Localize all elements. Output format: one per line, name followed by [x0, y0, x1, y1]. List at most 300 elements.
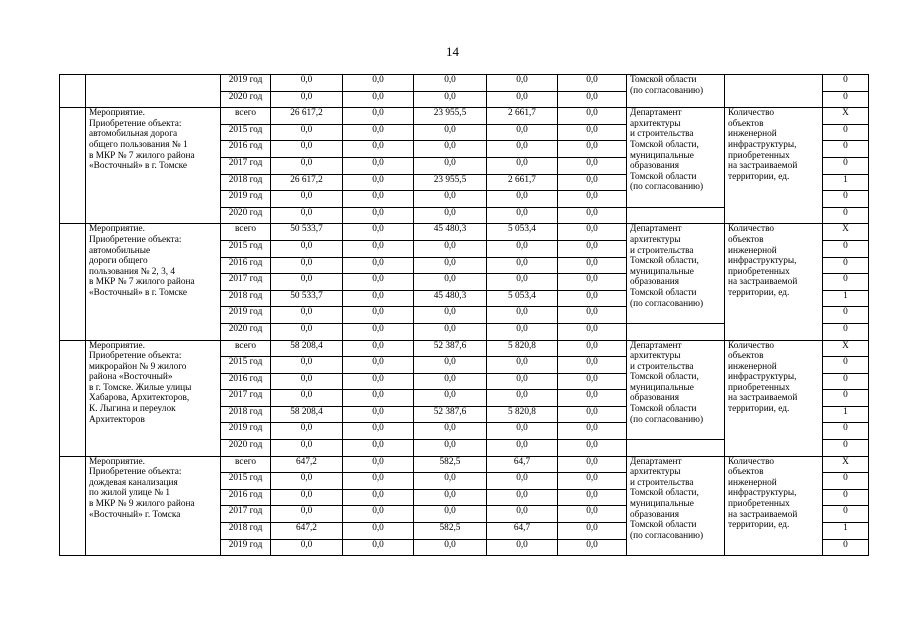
indicator-value-cell: 0 [823, 506, 869, 523]
local-budget-cell: 0,0 [487, 506, 558, 523]
indicator-value-cell: 0 [823, 157, 869, 174]
year-cell: 2017 год [221, 157, 271, 174]
extrabudgetary-cell: 0,0 [558, 108, 627, 125]
indicator-cell-line: на застраиваемой [728, 509, 798, 520]
regional-budget-cell: 0,0 [414, 357, 487, 374]
federal-budget-cell: 0,0 [343, 240, 414, 257]
indicator-value-cell: X [823, 340, 869, 357]
description-cell-line: общего пользования № 1 [89, 139, 188, 150]
regional-budget-cell: 0,0 [414, 141, 487, 158]
extrabudgetary-cell: 0,0 [558, 174, 627, 191]
regional-budget-cell: 0,0 [414, 323, 487, 340]
regional-budget-cell: 582,5 [414, 456, 487, 473]
year-cell: 2015 год [221, 124, 271, 141]
local-budget-cell: 0,0 [487, 357, 558, 374]
total-budget-cell: 0,0 [271, 357, 343, 374]
local-budget-cell: 0,0 [487, 390, 558, 407]
total-budget-cell: 50 533,7 [271, 224, 343, 241]
regional-budget-cell: 0,0 [414, 157, 487, 174]
indicator-cell-line: инженерной [728, 361, 777, 372]
local-budget-cell: 0,0 [487, 489, 558, 506]
federal-budget-cell: 0,0 [343, 340, 414, 357]
federal-budget-cell: 0,0 [343, 108, 414, 125]
description-cell-line: «Восточный» г. Томска [89, 509, 181, 520]
extrabudgetary-cell: 0,0 [558, 440, 627, 457]
local-budget-cell: 0,0 [487, 539, 558, 556]
indicator-value-cell: 0 [823, 191, 869, 208]
indicator-cell-line: инфраструктуры, [728, 139, 797, 150]
department-cell-line: Томской области, [630, 139, 699, 150]
regional-budget-cell: 0,0 [414, 191, 487, 208]
extrabudgetary-cell: 0,0 [558, 390, 627, 407]
program-table [59, 74, 869, 556]
extrabudgetary-cell: 0,0 [558, 340, 627, 357]
regional-budget-cell: 52 387,6 [414, 340, 487, 357]
indicator-cell-line: на застраиваемой [728, 277, 798, 288]
department-cell [627, 440, 725, 457]
description-cell [86, 340, 221, 456]
total-budget-cell: 0,0 [271, 440, 343, 457]
federal-budget-cell: 0,0 [343, 157, 414, 174]
federal-budget-cell: 0,0 [343, 174, 414, 191]
indicator-cell [725, 456, 823, 556]
total-budget-cell: 0,0 [271, 373, 343, 390]
table-row [60, 108, 869, 125]
department-cell-line: и строительства [630, 245, 694, 256]
local-budget-cell: 0,0 [487, 191, 558, 208]
department-cell [627, 224, 725, 324]
indicator-cell-line: Количество [728, 108, 775, 119]
description-cell-line: Мероприятие. [89, 108, 145, 119]
indicator-cell-line: объектов [728, 234, 764, 245]
federal-budget-cell: 0,0 [343, 373, 414, 390]
total-budget-cell: 0,0 [271, 75, 343, 92]
description-cell-line: К. Лыгина и переулок [89, 404, 176, 415]
department-cell-line: муниципальные [630, 150, 694, 161]
regional-budget-cell: 0,0 [414, 539, 487, 556]
description-cell-line: Приобретение объекта: [89, 351, 182, 362]
federal-budget-cell: 0,0 [343, 75, 414, 92]
regional-budget-cell: 0,0 [414, 91, 487, 108]
indicator-cell-line: приобретенных [728, 266, 790, 277]
regional-budget-cell: 0,0 [414, 307, 487, 324]
table-row [60, 456, 869, 473]
extrabudgetary-cell: 0,0 [558, 274, 627, 291]
year-cell: 2016 год [221, 373, 271, 390]
regional-budget-cell: 23 955,5 [414, 174, 487, 191]
indicator-cell-line: инфраструктуры, [728, 372, 797, 383]
extrabudgetary-cell: 0,0 [558, 523, 627, 540]
year-cell: 2019 год [221, 75, 271, 92]
federal-budget-cell: 0,0 [343, 290, 414, 307]
description-cell [86, 224, 221, 340]
department-cell-line: муниципальные [630, 382, 694, 393]
extrabudgetary-cell: 0,0 [558, 91, 627, 108]
indicator-cell-line: инженерной [728, 245, 777, 256]
indicator-value-cell: 0 [823, 124, 869, 141]
indicator-value-cell: X [823, 456, 869, 473]
extrabudgetary-cell: 0,0 [558, 423, 627, 440]
description-cell-line: Приобретение объекта: [89, 234, 182, 245]
year-cell: 2020 год [221, 323, 271, 340]
description-cell-line: Приобретение объекта: [89, 467, 182, 478]
indicator-value-cell: 0 [823, 257, 869, 274]
local-budget-cell: 64,7 [487, 523, 558, 540]
federal-budget-cell: 0,0 [343, 191, 414, 208]
extrabudgetary-cell: 0,0 [558, 207, 627, 224]
federal-budget-cell: 0,0 [343, 539, 414, 556]
year-cell: всего [221, 456, 271, 473]
extrabudgetary-cell: 0,0 [558, 75, 627, 92]
year-cell: 2017 год [221, 390, 271, 407]
regional-budget-cell: 0,0 [414, 75, 487, 92]
indicator-cell-line: объектов [728, 351, 764, 362]
department-cell-line: Томской области, [630, 488, 699, 499]
local-budget-cell: 5 053,4 [487, 224, 558, 241]
indicator-value-cell: 1 [823, 290, 869, 307]
total-budget-cell: 0,0 [271, 240, 343, 257]
department-cell-line: образования [630, 393, 680, 404]
indicator-cell-line: инженерной [728, 129, 777, 140]
indicator-value-cell: 1 [823, 174, 869, 191]
department-cell-line: Департамент [630, 456, 682, 467]
local-budget-cell: 5 053,4 [487, 290, 558, 307]
year-cell: 2016 год [221, 257, 271, 274]
total-budget-cell: 0,0 [271, 489, 343, 506]
total-budget-cell: 647,2 [271, 523, 343, 540]
description-cell-line: дороги общего [89, 256, 148, 267]
description-cell-line: дождевая канализация [89, 477, 178, 488]
total-budget-cell: 0,0 [271, 274, 343, 291]
description-cell-line: Мероприятие. [89, 456, 145, 467]
indicator-cell-line: территории, ед. [728, 404, 790, 415]
description-cell-line: Приобретение объекта: [89, 118, 182, 129]
federal-budget-cell: 0,0 [343, 224, 414, 241]
regional-budget-cell: 0,0 [414, 274, 487, 291]
year-cell: всего [221, 224, 271, 241]
total-budget-cell: 647,2 [271, 456, 343, 473]
total-budget-cell: 0,0 [271, 91, 343, 108]
indicator-cell-line: инженерной [728, 477, 777, 488]
extrabudgetary-cell: 0,0 [558, 373, 627, 390]
indicator-cell [725, 224, 823, 340]
regional-budget-cell: 0,0 [414, 124, 487, 141]
total-budget-cell: 0,0 [271, 124, 343, 141]
description-cell [86, 75, 221, 108]
local-budget-cell: 2 661,7 [487, 108, 558, 125]
year-cell: всего [221, 108, 271, 125]
department-cell-line: Томской области [630, 171, 697, 182]
description-cell [86, 108, 221, 224]
indicator-value-cell: 0 [823, 473, 869, 490]
table-row [60, 224, 869, 241]
page-number: 14 [446, 44, 459, 59]
indicator-value-cell: 0 [823, 141, 869, 158]
year-cell: 2016 год [221, 141, 271, 158]
indicator-value-cell: 0 [823, 240, 869, 257]
description-cell-line: пользования № 2, 3, 4 [89, 266, 176, 277]
indicator-value-cell: 1 [823, 523, 869, 540]
indicator-value-cell: 1 [823, 406, 869, 423]
local-budget-cell: 0,0 [487, 124, 558, 141]
local-budget-cell: 0,0 [487, 423, 558, 440]
description-cell-line: в МКР № 7 жилого района [89, 150, 195, 161]
department-cell-line: (по согласованию) [630, 530, 704, 541]
extrabudgetary-cell: 0,0 [558, 224, 627, 241]
regional-budget-cell: 0,0 [414, 207, 487, 224]
department-cell-line: Томской области, [630, 256, 699, 267]
local-budget-cell: 0,0 [487, 240, 558, 257]
local-budget-cell: 64,7 [487, 456, 558, 473]
extrabudgetary-cell: 0,0 [558, 124, 627, 141]
indicator-value-cell: 0 [823, 440, 869, 457]
local-budget-cell: 0,0 [487, 307, 558, 324]
federal-budget-cell: 0,0 [343, 207, 414, 224]
year-cell: 2018 год [221, 406, 271, 423]
federal-budget-cell: 0,0 [343, 91, 414, 108]
description-cell-line: «Восточный» в г. Томске [89, 161, 188, 172]
department-cell-line: Томской области [630, 404, 697, 415]
year-cell: 2015 год [221, 357, 271, 374]
total-budget-cell: 0,0 [271, 157, 343, 174]
description-cell-line: района «Восточный» [89, 372, 173, 383]
description-cell-line: автомобильная дорога [89, 129, 178, 140]
department-cell-line: образования [630, 161, 680, 172]
department-cell-line: Томской области [630, 75, 697, 85]
local-budget-cell: 0,0 [487, 440, 558, 457]
description-cell-line: микрорайон № 9 жилого [89, 361, 187, 372]
total-budget-cell: 50 533,7 [271, 290, 343, 307]
federal-budget-cell: 0,0 [343, 257, 414, 274]
extrabudgetary-cell: 0,0 [558, 257, 627, 274]
department-cell-line: муниципальные [630, 499, 694, 510]
department-cell-line: Департамент [630, 108, 682, 119]
year-cell: 2020 год [221, 207, 271, 224]
total-budget-cell: 0,0 [271, 506, 343, 523]
extrabudgetary-cell: 0,0 [558, 473, 627, 490]
year-cell: 2017 год [221, 274, 271, 291]
indicator-value-cell: 0 [823, 489, 869, 506]
regional-budget-cell: 0,0 [414, 390, 487, 407]
index-cell [60, 456, 86, 556]
indicator-cell [725, 340, 823, 456]
total-budget-cell: 0,0 [271, 207, 343, 224]
department-cell [627, 340, 725, 440]
table-row [60, 75, 869, 92]
index-cell [60, 108, 86, 224]
department-cell-line: архитектуры [630, 467, 681, 478]
indicator-value-cell: X [823, 108, 869, 125]
indicator-value-cell: 0 [823, 357, 869, 374]
indicator-cell-line: инфраструктуры, [728, 488, 797, 499]
total-budget-cell: 0,0 [271, 141, 343, 158]
indicator-cell [725, 108, 823, 224]
regional-budget-cell: 0,0 [414, 506, 487, 523]
federal-budget-cell: 0,0 [343, 124, 414, 141]
total-budget-cell: 0,0 [271, 191, 343, 208]
extrabudgetary-cell: 0,0 [558, 307, 627, 324]
indicator-value-cell: 0 [823, 539, 869, 556]
regional-budget-cell: 582,5 [414, 523, 487, 540]
table-row [60, 340, 869, 357]
description-cell-line: Мероприятие. [89, 224, 145, 235]
indicator-cell-line: территории, ед. [728, 287, 790, 298]
regional-budget-cell: 0,0 [414, 257, 487, 274]
local-budget-cell: 0,0 [487, 373, 558, 390]
department-cell [627, 456, 725, 556]
indicator-value-cell: 0 [823, 323, 869, 340]
index-cell [60, 340, 86, 456]
year-cell: 2019 год [221, 539, 271, 556]
indicator-cell-line: Количество [728, 456, 775, 467]
year-cell: 2018 год [221, 290, 271, 307]
regional-budget-cell: 45 480,3 [414, 224, 487, 241]
indicator-cell-line: объектов [728, 467, 764, 478]
description-cell-line: в МКР № 9 жилого района [89, 499, 195, 510]
year-cell: всего [221, 340, 271, 357]
indicator-value-cell: 0 [823, 91, 869, 108]
department-cell-line: Департамент [630, 224, 682, 235]
extrabudgetary-cell: 0,0 [558, 157, 627, 174]
indicator-value-cell: 0 [823, 423, 869, 440]
federal-budget-cell: 0,0 [343, 523, 414, 540]
department-cell-line: (по согласованию) [630, 414, 704, 425]
year-cell: 2019 год [221, 191, 271, 208]
local-budget-cell: 0,0 [487, 274, 558, 291]
federal-budget-cell: 0,0 [343, 506, 414, 523]
department-cell-line: Департамент [630, 340, 682, 351]
department-cell-line: Томской области [630, 520, 697, 531]
department-cell-line: (по согласованию) [630, 85, 704, 96]
indicator-value-cell: 0 [823, 307, 869, 324]
total-budget-cell: 58 208,4 [271, 340, 343, 357]
department-cell-line: и строительства [630, 477, 694, 488]
indicator-cell-line: приобретенных [728, 382, 790, 393]
regional-budget-cell: 52 387,6 [414, 406, 487, 423]
federal-budget-cell: 0,0 [343, 323, 414, 340]
regional-budget-cell: 0,0 [414, 240, 487, 257]
department-cell-line: (по согласованию) [630, 298, 704, 309]
department-cell [627, 323, 725, 340]
indicator-cell-line: приобретенных [728, 499, 790, 510]
department-cell-line: образования [630, 277, 680, 288]
regional-budget-cell: 0,0 [414, 423, 487, 440]
description-cell-line: Хабарова, Архитекторов, [89, 393, 190, 404]
year-cell: 2015 год [221, 473, 271, 490]
indicator-cell-line: территории, ед. [728, 520, 790, 531]
extrabudgetary-cell: 0,0 [558, 357, 627, 374]
department-cell-line: Томской области, [630, 372, 699, 383]
total-budget-cell: 0,0 [271, 323, 343, 340]
indicator-value-cell: 0 [823, 373, 869, 390]
federal-budget-cell: 0,0 [343, 406, 414, 423]
indicator-value-cell: 0 [823, 207, 869, 224]
extrabudgetary-cell: 0,0 [558, 290, 627, 307]
extrabudgetary-cell: 0,0 [558, 323, 627, 340]
department-cell-line: архитектуры [630, 234, 681, 245]
department-cell [627, 108, 725, 208]
year-cell: 2018 год [221, 174, 271, 191]
extrabudgetary-cell: 0,0 [558, 539, 627, 556]
indicator-cell-line: Количество [728, 224, 775, 235]
federal-budget-cell: 0,0 [343, 423, 414, 440]
indicator-cell [725, 75, 823, 108]
year-cell: 2019 год [221, 423, 271, 440]
indicator-value-cell: X [823, 224, 869, 241]
indicator-cell-line: на застраиваемой [728, 393, 798, 404]
description-cell-line: в г. Томске. Жилые улицы [89, 382, 192, 393]
federal-budget-cell: 0,0 [343, 440, 414, 457]
extrabudgetary-cell: 0,0 [558, 456, 627, 473]
description-cell-line: автомобильные [89, 245, 151, 256]
year-cell: 2016 год [221, 489, 271, 506]
federal-budget-cell: 0,0 [343, 489, 414, 506]
federal-budget-cell: 0,0 [343, 357, 414, 374]
department-cell-line: муниципальные [630, 266, 694, 277]
indicator-cell-line: территории, ед. [728, 171, 790, 182]
department-cell-line: образования [630, 509, 680, 520]
year-cell: 2015 год [221, 240, 271, 257]
index-cell [60, 224, 86, 340]
regional-budget-cell: 0,0 [414, 473, 487, 490]
extrabudgetary-cell: 0,0 [558, 240, 627, 257]
indicator-value-cell: 0 [823, 390, 869, 407]
local-budget-cell: 0,0 [487, 473, 558, 490]
local-budget-cell: 0,0 [487, 257, 558, 274]
extrabudgetary-cell: 0,0 [558, 191, 627, 208]
total-budget-cell: 0,0 [271, 257, 343, 274]
total-budget-cell: 58 208,4 [271, 406, 343, 423]
indicator-value-cell: 0 [823, 75, 869, 92]
total-budget-cell: 0,0 [271, 539, 343, 556]
description-cell-line: Архитекторов [89, 414, 145, 425]
regional-budget-cell: 0,0 [414, 489, 487, 506]
federal-budget-cell: 0,0 [343, 456, 414, 473]
department-cell [627, 75, 725, 108]
total-budget-cell: 0,0 [271, 473, 343, 490]
local-budget-cell: 0,0 [487, 141, 558, 158]
local-budget-cell: 2 661,7 [487, 174, 558, 191]
year-cell: 2018 год [221, 523, 271, 540]
extrabudgetary-cell: 0,0 [558, 489, 627, 506]
description-cell [86, 456, 221, 556]
federal-budget-cell: 0,0 [343, 274, 414, 291]
indicator-cell-line: на застраиваемой [728, 161, 798, 172]
year-cell: 2020 год [221, 440, 271, 457]
department-cell-line: Томской области [630, 287, 697, 298]
local-budget-cell: 5 820,8 [487, 406, 558, 423]
indicator-cell-line: инфраструктуры, [728, 256, 797, 267]
regional-budget-cell: 23 955,5 [414, 108, 487, 125]
federal-budget-cell: 0,0 [343, 307, 414, 324]
table-body [60, 75, 869, 556]
federal-budget-cell: 0,0 [343, 473, 414, 490]
total-budget-cell: 0,0 [271, 423, 343, 440]
local-budget-cell: 0,0 [487, 323, 558, 340]
federal-budget-cell: 0,0 [343, 141, 414, 158]
extrabudgetary-cell: 0,0 [558, 406, 627, 423]
year-cell: 2017 год [221, 506, 271, 523]
department-cell-line: архитектуры [630, 118, 681, 129]
local-budget-cell: 0,0 [487, 75, 558, 92]
local-budget-cell: 0,0 [487, 207, 558, 224]
description-cell-line: по жилой улице № 1 [89, 488, 171, 499]
year-cell: 2019 год [221, 307, 271, 324]
local-budget-cell: 0,0 [487, 91, 558, 108]
extrabudgetary-cell: 0,0 [558, 506, 627, 523]
total-budget-cell: 26 617,2 [271, 108, 343, 125]
total-budget-cell: 0,0 [271, 307, 343, 324]
